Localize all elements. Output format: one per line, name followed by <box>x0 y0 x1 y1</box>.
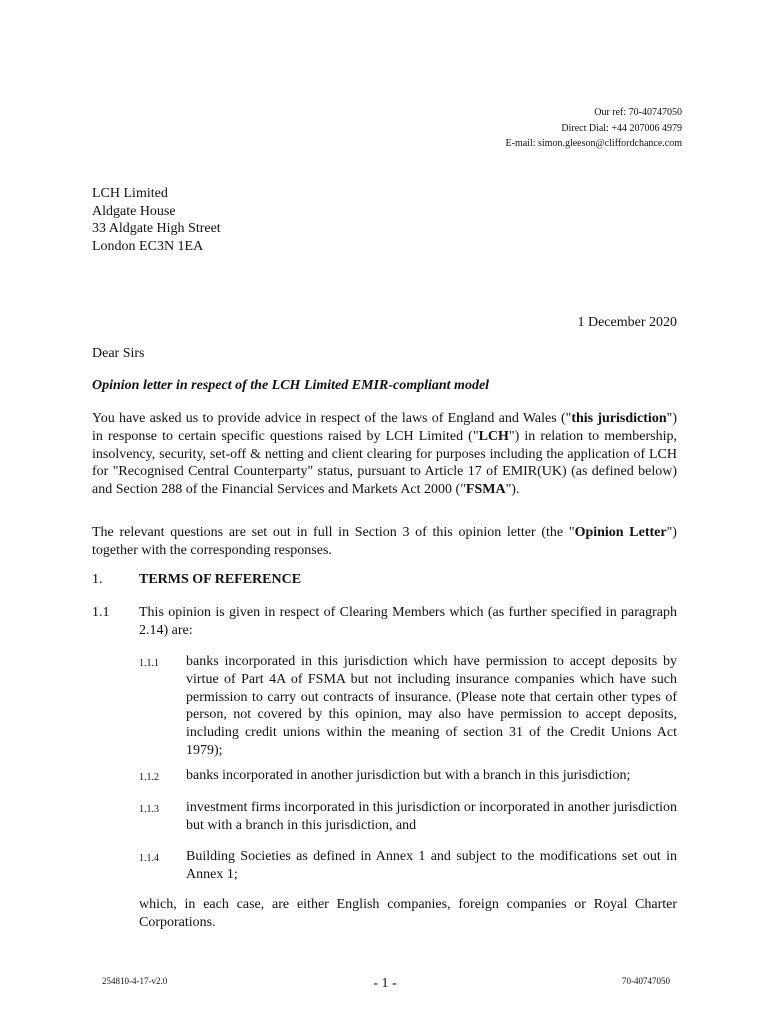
salutation: Dear Sirs <box>92 346 145 361</box>
subclause-text: Building Societies as defined in Annex 1 and subject to the modifications set out in Annex 1; <box>186 849 677 882</box>
intro-text: "). <box>505 482 520 498</box>
questions-text: The relevant questions are set out in full in Section 3 of this opinion letter (the " <box>92 525 575 540</box>
direct-dial: Direct Dial: +44 207006 4979 <box>561 122 682 134</box>
defined-term: LCH <box>478 428 509 444</box>
subclause-1-1-3 <box>139 799 677 835</box>
section-heading <box>92 572 301 588</box>
footer-reference: 70-40747050 <box>622 976 670 986</box>
subclause-number: 1.1.2 <box>139 772 159 783</box>
letter-date: 1 December 2020 <box>577 315 677 330</box>
intro-paragraph <box>92 410 677 499</box>
addressee-line: LCH Limited <box>92 186 168 201</box>
section-number: 1. <box>92 572 103 587</box>
clause-1-1 <box>92 604 677 640</box>
addressee-line: Aldgate House <box>92 203 176 219</box>
defined-term: FSMA <box>465 482 506 498</box>
subclause-1-1-1 <box>139 653 677 760</box>
subclause-text: banks incorporated in another jurisdiction but with a branch in this jurisdiction; <box>186 768 631 783</box>
subclause-number: 1.1.3 <box>139 804 159 815</box>
intro-text: ") in response to certain specific questions raised by LCH Limited (" <box>92 411 677 444</box>
subclause-1-1-4 <box>139 848 677 884</box>
email-address: E-mail: simon.gleeson@cliffordchance.com <box>505 138 682 149</box>
subject-line: Opinion letter in respect of the LCH Limited EMIR-compliant model <box>92 378 490 393</box>
subclause-number: 1.1.4 <box>139 853 159 864</box>
footer-page-number: - 1 - <box>373 976 397 991</box>
subclause-number: 1.1.1 <box>139 658 159 669</box>
clause-number: 1.1 <box>92 605 110 620</box>
clause-text: This opinion is given in respect of Clearing Members which (as further specified in paragraph 2.14) are: <box>139 605 677 638</box>
reference-block <box>506 105 682 152</box>
defined-term: Opinion Letter <box>574 525 667 540</box>
intro-text: ") in relation to membership, insolvency, security, set-off & netting and client clearing for purposes including the application of LCH for "Recognised Central Counterparty" status, pursuant to Article 17 of EMIR(UK) (as defined below) and Section 288 of the Financial Services and Markets Act 2000 (" <box>92 428 677 498</box>
section-title: TERMS OF REFERENCE <box>139 572 302 587</box>
our-ref: Our ref: 70-40747050 <box>594 107 682 118</box>
subclause-text: banks incorporated in this jurisdiction which have permission to accept deposits by virtue of Part 4A of FSMA but not including insurance companies which have such permission to carry out contracts of insurance. (Please note that certain other types of person, not covered by this opinion, may also have permission to accept deposits, including credit unions within the meaning of section 31 of the Credit Unions Act 1979); <box>186 654 677 758</box>
which-paragraph: which, in each case, are either English companies, foreign companies or Royal Charter Corporations. <box>139 897 677 930</box>
questions-paragraph <box>92 524 677 560</box>
subclause-text: investment firms incorporated in this jurisdiction or incorporated in another jurisdiction but with a branch in this jurisdiction, and <box>186 800 677 833</box>
subclause-1-1-2 <box>139 767 677 785</box>
questions-text: ") together with the corresponding responses. <box>92 525 677 558</box>
addressee-block <box>92 185 221 255</box>
defined-term: this jurisdiction <box>571 411 667 426</box>
addressee-line: London EC3N 1EA <box>92 238 204 254</box>
intro-text: You have asked us to provide advice in respect of the laws of England and Wales (" <box>92 411 572 426</box>
footer-document-id: 254810-4-17-v2.0 <box>102 976 168 986</box>
addressee-line: 33 Aldgate High Street <box>92 221 221 236</box>
